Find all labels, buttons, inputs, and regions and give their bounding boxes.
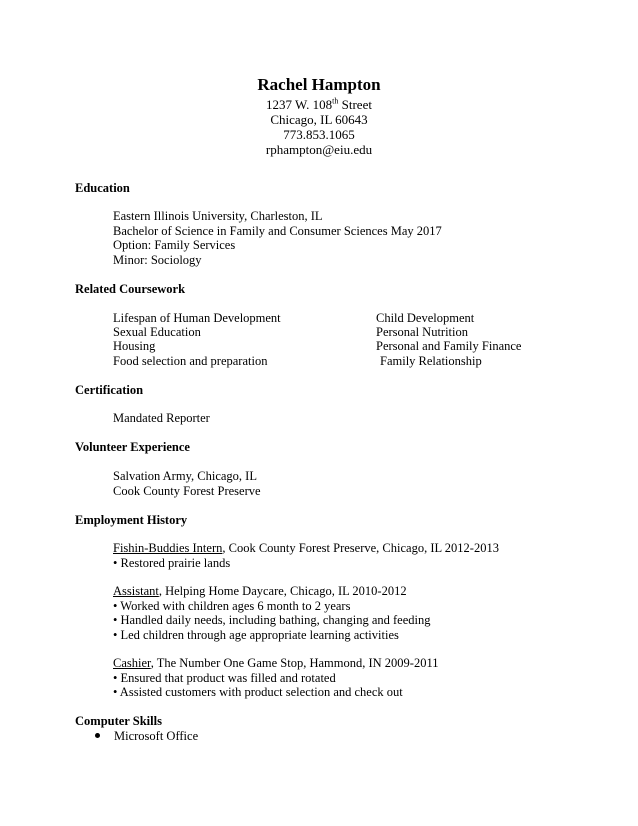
job-detail: , Helping Home Daycare, Chicago, IL 2010-2012 bbox=[158, 584, 407, 598]
education-line: Bachelor of Science in Family and Consumer Sciences May 2017 bbox=[113, 224, 442, 238]
coursework-left-item: Food selection and preparation bbox=[113, 354, 268, 368]
skill-label: Microsoft Office bbox=[114, 729, 199, 743]
education-line: Minor: Sociology bbox=[113, 253, 202, 267]
job-detail: , Cook County Forest Preserve, Chicago, IL 2012-2013 bbox=[222, 541, 499, 555]
skills-heading: Computer Skills bbox=[75, 714, 162, 728]
resume-name: Rachel Hampton bbox=[257, 75, 381, 94]
coursework-right-item: Child Development bbox=[376, 311, 475, 325]
education-line: Option: Family Services bbox=[113, 238, 236, 252]
street-suffix: Street bbox=[338, 97, 372, 112]
volunteer-item: Salvation Army, Chicago, IL bbox=[113, 469, 257, 483]
contact-city: Chicago, IL 60643 bbox=[270, 112, 368, 127]
volunteer-heading: Volunteer Experience bbox=[75, 440, 190, 454]
coursework-left-item: Lifespan of Human Development bbox=[113, 311, 281, 325]
contact-street bbox=[0, 97, 638, 113]
coursework-heading: Related Coursework bbox=[75, 282, 186, 296]
coursework-left-item: Sexual Education bbox=[113, 325, 201, 339]
coursework-right-item: Personal and Family Finance bbox=[376, 339, 522, 353]
job-title: Fishin-Buddies Intern bbox=[113, 541, 223, 555]
education-line: Eastern Illinois University, Charleston, IL bbox=[113, 209, 323, 223]
coursework-right-item: Family Relationship bbox=[380, 354, 482, 368]
bullet-dot-icon bbox=[95, 733, 100, 738]
job-bullet: • Led children through age appropriate learning activities bbox=[113, 628, 399, 642]
job-detail: , The Number One Game Stop, Hammond, IN 2009-2011 bbox=[150, 656, 439, 670]
job-bullet: • Worked with children ages 6 month to 2 years bbox=[113, 599, 351, 613]
certification-heading: Certification bbox=[75, 383, 144, 397]
job-header bbox=[113, 541, 499, 556]
certification-item: Mandated Reporter bbox=[113, 411, 210, 425]
job-header bbox=[113, 584, 407, 599]
job-bullet: • Ensured that product was filled and rotated bbox=[113, 671, 336, 685]
job-title: Assistant bbox=[113, 584, 159, 598]
street-prefix: 1237 W. 108 bbox=[266, 97, 333, 112]
employment-heading: Employment History bbox=[75, 513, 188, 527]
volunteer-item: Cook County Forest Preserve bbox=[113, 484, 261, 498]
coursework-right-item: Personal Nutrition bbox=[376, 325, 469, 339]
job-bullet: • Assisted customers with product selection and check out bbox=[113, 685, 403, 699]
job-bullet: • Handled daily needs, including bathing, changing and feeding bbox=[113, 613, 431, 627]
job-header bbox=[113, 656, 439, 671]
contact-email: rphampton@eiu.edu bbox=[265, 142, 373, 157]
street-superscript: th bbox=[332, 96, 339, 106]
education-heading: Education bbox=[75, 181, 130, 195]
job-bullet: • Restored prairie lands bbox=[113, 556, 231, 570]
skill-item bbox=[95, 729, 198, 744]
contact-phone: 773.853.1065 bbox=[283, 127, 355, 142]
coursework-left-item: Housing bbox=[113, 339, 156, 353]
job-title: Cashier bbox=[113, 656, 151, 670]
